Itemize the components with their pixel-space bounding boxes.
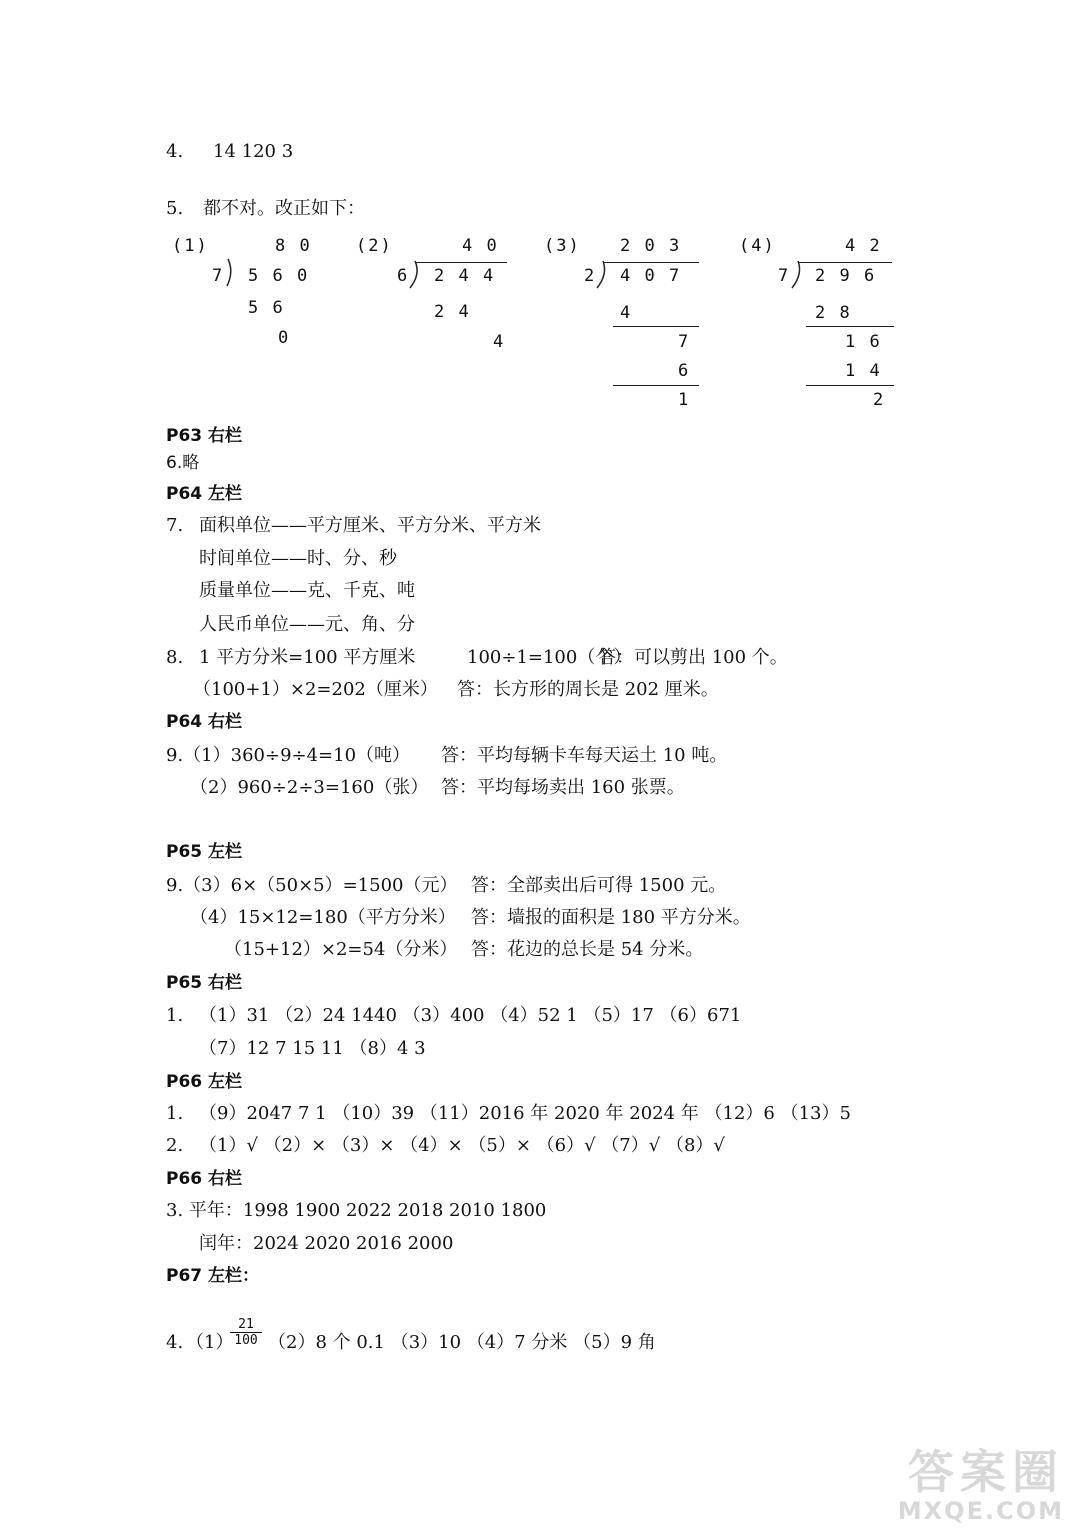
division-3-step-2: 7: [678, 332, 691, 352]
division-4-step-4: 2: [873, 390, 886, 410]
division-2-step-1: 2 4: [434, 302, 471, 322]
watermark-logo: [898, 1446, 1064, 1524]
division-2-overline: [415, 262, 507, 263]
division-3-divisor: 2: [584, 266, 597, 286]
division-4-line-1: [806, 326, 894, 327]
p66-left-heading: P66 左栏: [166, 1072, 243, 1092]
division-4-bracket: [791, 260, 801, 290]
division-1-dividend: 5 6 0: [248, 266, 310, 286]
p66-q2-answers: （1）√ （2）× （3）× （4）× （5）× （6）√ （7）√ （8）√: [199, 1135, 725, 1156]
division-4-step-1: 2 8: [815, 303, 852, 323]
p66-q3-common-years: 3. 平年：1998 1900 2022 2018 2010 1800: [166, 1200, 547, 1221]
p66-q1-number: 1.: [166, 1103, 184, 1124]
division-4-label: (4): [739, 236, 776, 256]
division-4-overline: [798, 262, 892, 263]
p64-q8-answer: 答：可以剪出 100 个。: [598, 647, 788, 668]
p64-q7-time: 时间单位——时、分、秒: [199, 548, 397, 569]
division-3-dividend: 4 0 7: [620, 266, 682, 286]
division-3-step-3: 6: [678, 361, 691, 381]
p64-left-heading: P64 左栏: [166, 484, 243, 504]
p65-right-heading: P65 右栏: [166, 973, 243, 993]
division-3-label: (3): [544, 236, 581, 256]
p65-q1-number: 1.: [166, 1005, 184, 1026]
p67-q4-number: 4.: [166, 1332, 184, 1353]
p65-q9-3-calc: 9.（3）6×（50×5）=1500（元）: [166, 875, 458, 896]
p64-right-heading: P64 右栏: [166, 712, 243, 732]
division-4-step-2: 1 6: [845, 332, 882, 352]
division-2-quotient: 4 0: [462, 236, 499, 256]
watermark-url: MXQE.COM: [897, 1497, 1064, 1525]
p64-q8-conversion: 1 平方分米=100 平方厘米: [199, 647, 416, 668]
division-1-step-1: 5 6: [248, 298, 285, 318]
division-3-quotient: 2 0 3: [620, 236, 682, 256]
q4-number: 4.: [166, 141, 184, 162]
p64-q8-calc: 100÷1=100（个）: [467, 647, 632, 668]
p67-q4-answers: （2）8 个 0.1 （3）10 （4）7 分米 （5）9 角: [268, 1332, 656, 1353]
p64-q7-money: 人民币单位——元、角、分: [199, 614, 415, 635]
division-3-bracket: [596, 260, 606, 290]
p64-q9-1-calc: 9.（1）360÷9÷4=10（吨）: [166, 745, 411, 766]
p65-q1-answers-cont: （7）12 7 15 11 （8）4 3: [199, 1038, 426, 1059]
division-1-label: (1): [172, 236, 209, 256]
p65-q9-3-answer: 答：全部卖出后可得 1500 元。: [471, 875, 727, 896]
division-3-step-1: 4: [620, 303, 633, 323]
p67-left-heading: P67 左栏：: [166, 1266, 260, 1286]
p67-q4-part1-label: （1）: [186, 1332, 234, 1353]
division-1-step-2: 0: [278, 328, 291, 348]
p63-q6: 6.略: [166, 453, 200, 473]
p64-q8-perimeter-calc: （100+1）×2=202（厘米）: [193, 679, 438, 700]
q5-text: 都不对。改正如下：: [203, 198, 365, 219]
fraction-numerator: 21: [230, 1317, 262, 1333]
p65-q9-4-border-calc: （15+12）×2=54（分米）: [224, 939, 458, 960]
p64-q7-number: 7.: [166, 515, 184, 536]
p67-q4-fraction: [230, 1317, 262, 1348]
p65-q9-4-border-answer: 答：花边的总长是 54 分米。: [471, 939, 704, 960]
p66-q2-number: 2.: [166, 1135, 184, 1156]
division-1-quotient: 8 0: [275, 236, 312, 256]
p64-q8-number: 8.: [166, 647, 184, 668]
p64-q9-1-answer: 答：平均每辆卡车每天运土 10 吨。: [441, 745, 728, 766]
division-3-line-2: [613, 385, 699, 386]
division-3-line-1: [613, 326, 699, 327]
p63-right-heading: P63 右栏: [166, 426, 243, 446]
division-2-step-2: 4: [493, 332, 506, 352]
fraction-denominator: 100: [234, 1333, 258, 1348]
division-2-divisor: 6: [397, 266, 410, 286]
watermark-title: 答案圈: [908, 1445, 1064, 1499]
p66-q1-answers: （9）2047 7 1 （10）39 （11）2016 年 2020 年 2024 年 （12）6 （13）5: [199, 1103, 851, 1124]
division-4-dividend: 2 9 6: [815, 266, 877, 286]
division-2-dividend: 2 4 4: [434, 266, 496, 286]
p66-q3-leap-years: 闰年：2024 2020 2016 2000: [199, 1233, 454, 1254]
division-3-overline: [603, 262, 699, 263]
p64-q9-2-answer: 答：平均每场卖出 160 张票。: [441, 777, 685, 798]
division-2-label: (2): [356, 236, 393, 256]
division-3-step-4: 1: [678, 390, 691, 410]
division-4-step-3: 1 4: [845, 361, 882, 381]
p66-right-heading: P66 右栏: [166, 1169, 243, 1189]
division-1-bracket: [226, 258, 236, 288]
division-4-line-2: [806, 385, 894, 386]
q5-number: 5.: [166, 198, 184, 219]
p64-q9-2-calc: （2）960÷2÷3=160（张）: [190, 777, 429, 798]
p65-left-heading: P65 左栏: [166, 842, 243, 862]
division-2-bracket: [409, 260, 419, 290]
p65-q9-4-answer: 答：墙报的面积是 180 平方分米。: [471, 907, 751, 928]
p65-q1-answers: （1）31 （2）24 1440 （3）400 （4）52 1 （5）17 （6）671: [199, 1005, 742, 1026]
division-4-quotient: 4 2: [845, 236, 882, 256]
p64-q7-area: 面积单位——平方厘米、平方分米、平方米: [199, 515, 541, 536]
p64-q7-mass: 质量单位——克、千克、吨: [199, 580, 415, 601]
p65-q9-4-calc: （4）15×12=180（平方分米）: [190, 907, 456, 928]
division-4-divisor: 7: [778, 266, 791, 286]
p64-q8-perimeter-answer: 答：长方形的周长是 202 厘米。: [457, 679, 719, 700]
q4-answers: 14 120 3: [213, 141, 294, 162]
division-1-divisor: 7: [212, 266, 225, 286]
